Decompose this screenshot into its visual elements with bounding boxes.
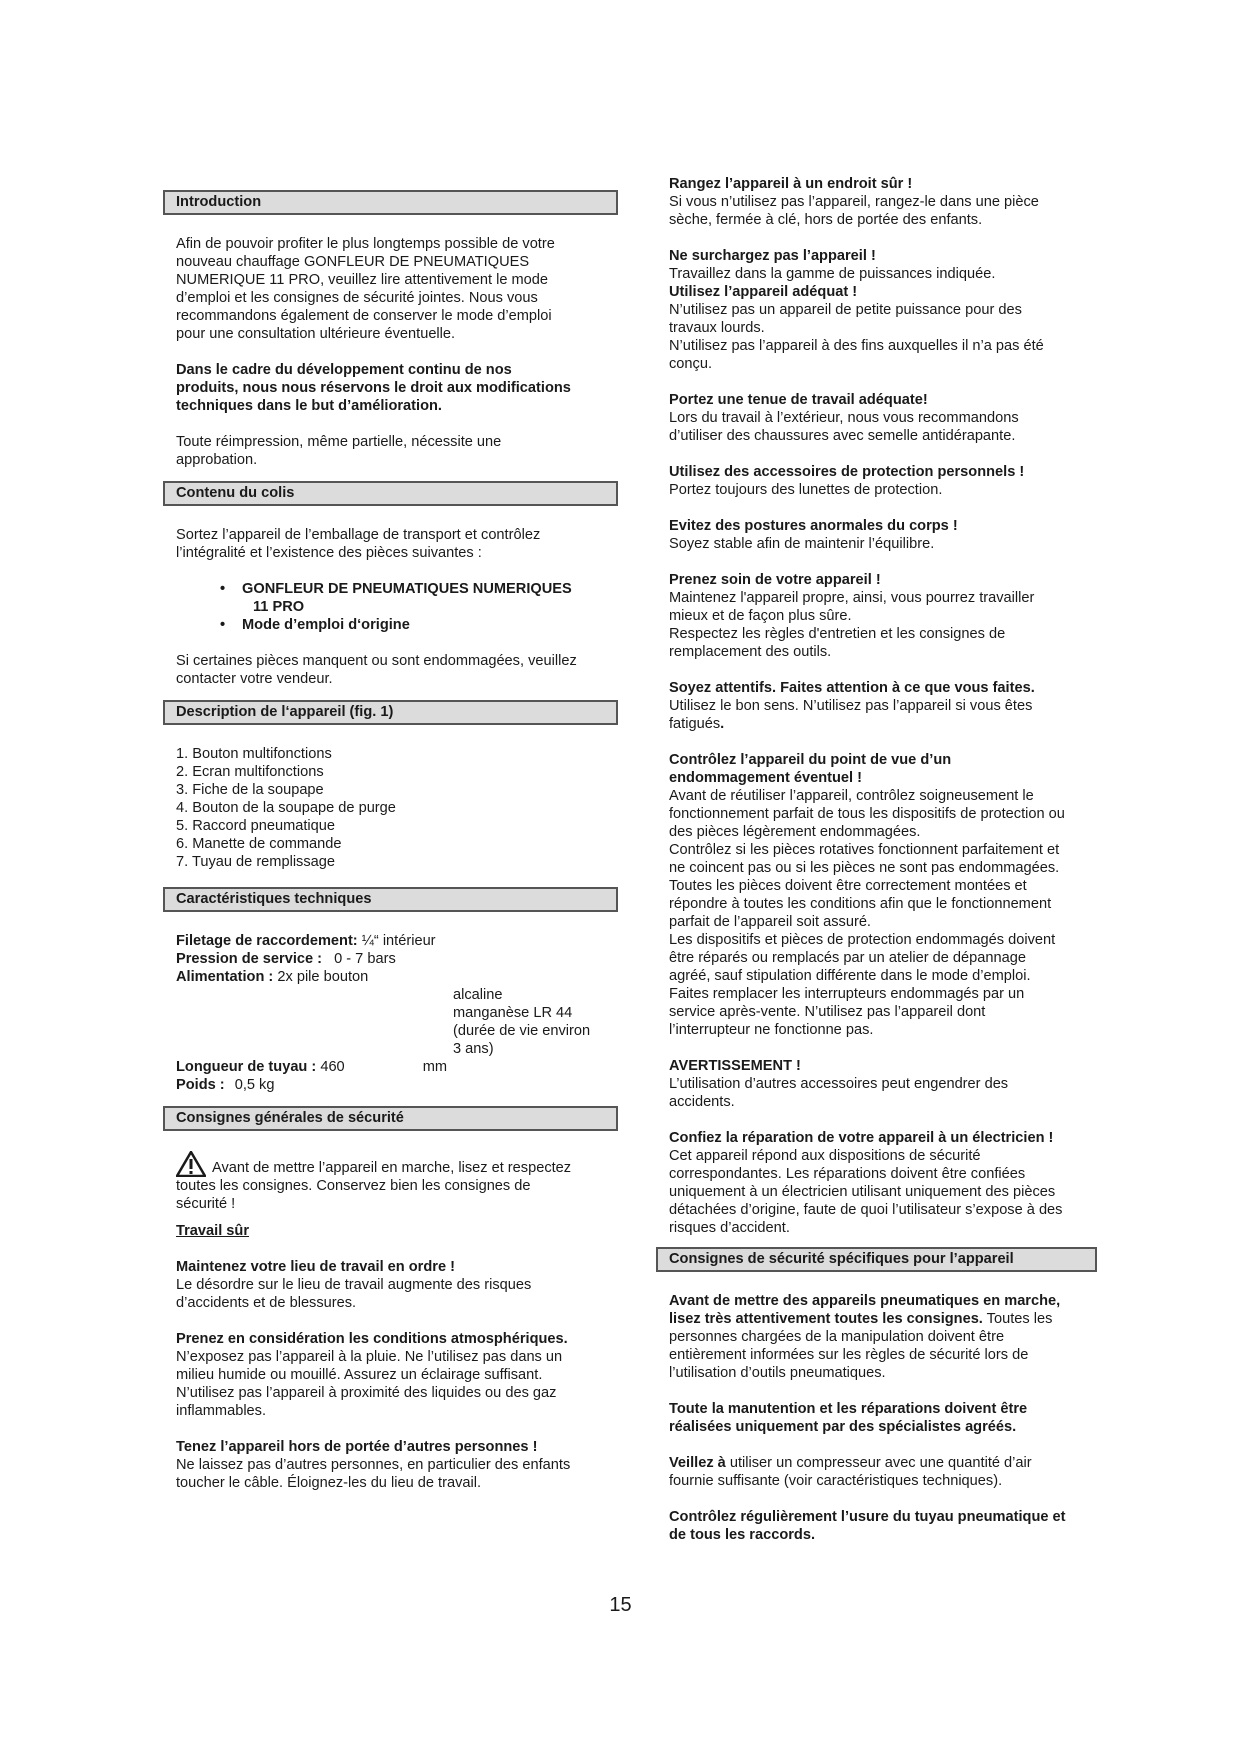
- order-text: Le désordre sur le lieu de travail augmente des risques d’accidents et de blessures.: [176, 1277, 532, 1311]
- parts-list: [176, 745, 618, 871]
- attention-text: Utilisez le bon sens. N’utilisez pas l’appareil si vous êtes fatigués.: [669, 698, 1033, 732]
- page-number: 15: [609, 1594, 632, 1616]
- specific-paragraph-4: Contrôlez régulièrement l’usure du tuyau pneumatique et de tous les raccords.: [669, 1509, 1066, 1543]
- care-text: Maintenez l'appareil propre, ainsi, vous pourrez travailler mieux et de façon plus sûre. Respectez les règles d'entretien et les consignes de remplacement des outils.: [669, 590, 1035, 660]
- contents-paragraph-2: Si certaines pièces manquent ou sont endommagées, veuillez contacter votre vendeur.: [176, 653, 577, 687]
- store-title: Rangez l’appareil à un endroit sûr !: [669, 176, 913, 192]
- others-text: Ne laissez pas d’autres personnes, en particulier des enfants toucher le câble. Éloignez-les du lieu de travail.: [176, 1457, 571, 1491]
- spec-thread: Filetage de raccordement: ¼“ intérieur: [176, 933, 436, 949]
- safety-heading: Consignes générales de sécurité: [163, 1106, 618, 1131]
- warning-text: toutes les consignes. Conservez bien les consignes de sécurité !: [176, 1178, 531, 1212]
- introduction-heading: Introduction: [163, 190, 618, 215]
- safe-work-subheading: Travail sûr: [176, 1223, 250, 1239]
- contents-body: [163, 506, 618, 688]
- description-body: [163, 725, 618, 871]
- spec-hose-length: Longueur de tuyau : 460 mm: [176, 1059, 448, 1075]
- weather-text: N’exposez pas l’appareil à la pluie. Ne l’utilisez pas dans un milieu humide ou mouillé. Assurez un éclairage suffisant. N’utilisez pas l’appareil à proximité des liquides ou des gaz inflammables.: [176, 1349, 563, 1419]
- contents-heading: Contenu du colis: [163, 481, 618, 506]
- list-item: 1. Bouton multifonctions: [176, 746, 332, 762]
- specs-body: [163, 912, 618, 1094]
- description-heading: Description de l‘appareil (fig. 1): [163, 700, 618, 725]
- list-item: 7. Tuyau de remplissage: [176, 854, 335, 870]
- introduction-body: [163, 215, 618, 469]
- list-item: 3. Fiche de la soupape: [176, 782, 324, 798]
- intro-paragraph-1: Afin de pouvoir profiter le plus longtemps possible de votre nouveau chauffage GONFLEUR DE PNEUMATIQUES NUMERIQUE 11 PRO, veuillez lire attentivement le mode d’emploi et les consignes de sécurité jointes. Nous vous recommandons également de conserver le mode d’emploi pour une consultation ultérieure éventuelle.: [176, 236, 555, 342]
- list-item: • GONFLEUR DE PNEUMATIQUES NUMERIQUES 11 PRO: [242, 580, 618, 616]
- spec-power-detail: alcaline manganèse LR 44 (durée de vie environ 3 ans): [453, 987, 591, 1057]
- list-item: • Mode d’emploi d‘origine: [242, 616, 618, 634]
- warning-body: L’utilisation d’autres accessoires peut engendrer des accidents.: [669, 1076, 1009, 1110]
- spec-power: Alimentation : 2x pile bouton: [176, 969, 369, 985]
- posture-title: Evitez des postures anormales du corps !: [669, 518, 958, 534]
- spec-weight: Poids : 0,5 kg: [176, 1077, 275, 1093]
- clothing-text: Lors du travail à l’extérieur, nous vous recommandons d’utiliser des chaussures avec semelle antidérapante.: [669, 410, 1019, 444]
- protection-text: Portez toujours des lunettes de protection.: [669, 482, 943, 498]
- right-column: [669, 175, 1120, 1544]
- weather-title: Prenez en considération les conditions atmosphériques.: [176, 1331, 568, 1347]
- specific-paragraph-1: Avant de mettre des appareils pneumatiques en marche, lisez très attentivement toutes les consignes. Toutes les personnes chargées de la manipulation doivent être entièrement informées sur les règles de sécurité lors de l’utilisation d’outils pneumatiques.: [669, 1293, 1061, 1381]
- store-text: Si vous n’utilisez pas l’appareil, rangez-le dans une pièce sèche, fermée à clé, hors de portée des enfants.: [669, 194, 1039, 228]
- suitable-text: N’utilisez pas un appareil de petite puissance pour des travaux lourds. N’utilisez pas l’appareil à des fins auxquelles il n’a pas été conçu.: [669, 302, 1044, 372]
- attention-title: Soyez attentifs. Faites attention à ce que vous faites.: [669, 680, 1035, 696]
- warning-title: AVERTISSEMENT !: [669, 1058, 801, 1074]
- list-item: 4. Bouton de la soupape de purge: [176, 800, 396, 816]
- protection-title: Utilisez des accessoires de protection personnels !: [669, 464, 1025, 480]
- check-title: Contrôlez l’appareil du point de vue d’un endommagement éventuel !: [669, 752, 952, 786]
- clothing-title: Portez une tenue de travail adéquate!: [669, 392, 928, 408]
- intro-paragraph-2: Dans le cadre du développement continu de nos produits, nous nous réservons le droit aux modifications techniques dans le but d’amélioration.: [176, 362, 571, 414]
- spec-pressure: Pression de service : 0 - 7 bars: [176, 951, 396, 967]
- specific-paragraph-2: Toute la manutention et les réparations doivent être réalisées uniquement par des spécialistes agréés.: [669, 1401, 1028, 1435]
- specific-safety-heading: Consignes de sécurité spécifiques pour l’appareil: [656, 1247, 1097, 1272]
- posture-text: Soyez stable afin de maintenir l’équilibre.: [669, 536, 935, 552]
- intro-paragraph-3: Toute réimpression, même partielle, nécessite une approbation.: [176, 434, 502, 468]
- warning-triangle-icon: [176, 1151, 206, 1177]
- overload-title: Ne surchargez pas l’appareil !: [669, 248, 876, 264]
- contents-paragraph-1: Sortez l’appareil de l’emballage de transport et contrôlez l’intégralité et l’existence des pièces suivantes :: [176, 527, 541, 561]
- electrician-text: Cet appareil répond aux dispositions de sécurité correspondantes. Les réparations doivent être confiées uniquement à un électricien utilisant uniquement des pièces détachées d’origine, faute de quoi l’utilisateur s’expose à des risques d’accident.: [669, 1148, 1063, 1236]
- specific-paragraph-3: Veillez à utiliser un compresseur avec une quantité d’air fournie suffisante (voir caractéristiques techniques).: [669, 1455, 1032, 1489]
- list-item: 5. Raccord pneumatique: [176, 818, 336, 834]
- others-title: Tenez l’appareil hors de portée d’autres personnes !: [176, 1439, 538, 1455]
- warning-line: Avant de mettre l’appareil en marche, lisez et respectez: [176, 1151, 618, 1177]
- electrician-title: Confiez la réparation de votre appareil à un électricien !: [669, 1130, 1054, 1146]
- check-text: Avant de réutiliser l’appareil, contrôlez soigneusement le fonctionnement parfait de tous les dispositifs de protection ou des pièces légèrement endommagées. Contrôlez si les pièces rotatives fonctionnent parfaitement et ne coincent pas ou si les pièces ne sont pas endommagées. Toutes les pièces doivent être correctement montées et répondre à toutes les conditions afin que le fonctionnement parfait de l’appareil soit assuré. Les dispositifs et pièces de protection endommagés doivent être réparés ou remplacés par un atelier de dépannage agréé, sauf stipulation différente dans le mode d’emploi. Faites remplacer les interrupteurs endommagés par un service après-vente. N’utilisez pas l’appareil dont l’interrupteur ne fonctionne pas.: [669, 788, 1065, 1038]
- care-title: Prenez soin de votre appareil !: [669, 572, 881, 588]
- specs-heading: Caractéristiques techniques: [163, 887, 618, 912]
- left-column: [163, 190, 618, 1492]
- list-item: 6. Manette de commande: [176, 836, 342, 852]
- order-title: Maintenez votre lieu de travail en ordre !: [176, 1259, 455, 1275]
- safety-body: [163, 1131, 618, 1492]
- package-contents-list: [176, 580, 618, 634]
- list-item: 2. Ecran multifonctions: [176, 764, 324, 780]
- overload-text: Travaillez dans la gamme de puissances indiquée.: [669, 266, 996, 282]
- suitable-title: Utilisez l’appareil adéquat !: [669, 284, 858, 300]
